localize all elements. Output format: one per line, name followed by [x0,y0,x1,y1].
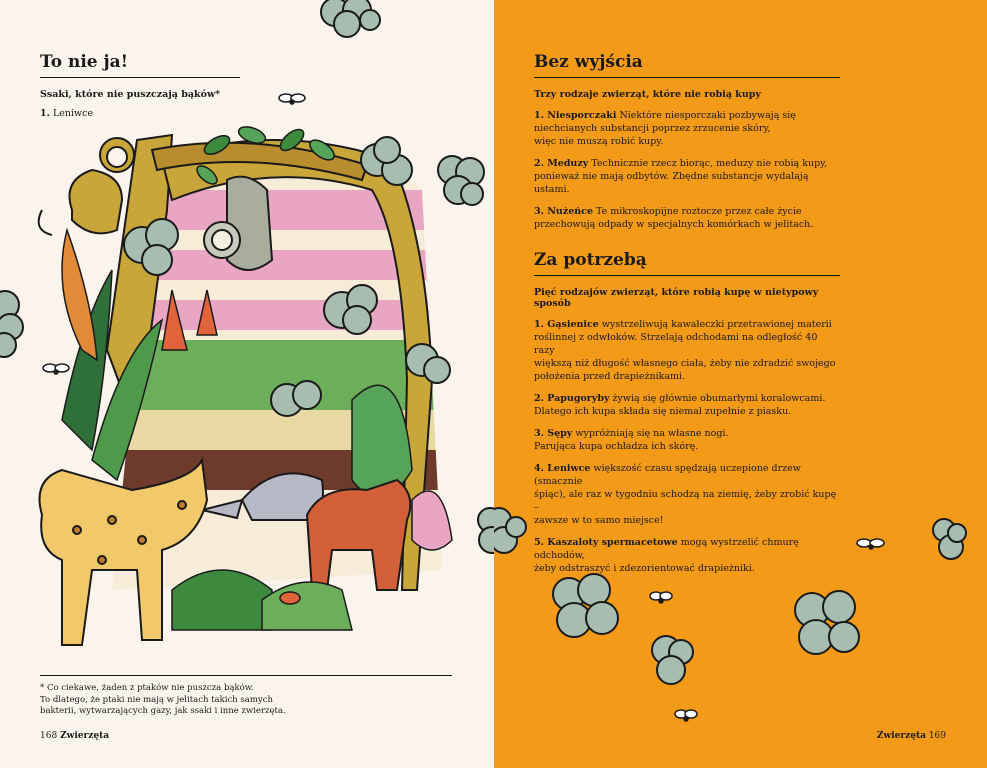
entry-number: 2. [534,393,544,404]
entry-number: 1. [534,110,544,121]
fart-cloud-icon [494,505,534,560]
entry-text: żeby odstraszyć i zdezorientować drapieżniki. [534,563,755,574]
entry-number: 3. [534,206,544,217]
section-title-bez-wyjscia: Bez wyjścia [534,52,840,78]
list-item [534,427,840,453]
footnote-line: * Co ciekawe, żaden z ptaków nie puszcza bąków. [40,683,254,693]
section-lead: Pięć rodzajów zwierząt, które robią kupę w nietypowy sposób [534,287,819,309]
page-number-right [877,731,946,741]
entry-text: Technicznie rzecz biorąc, meduzy nie robią kupy, [588,158,828,169]
item-label: Leniwce [52,108,94,119]
entry-name: Gąsienice [547,319,599,330]
list-item [534,462,840,527]
fly-icon [278,92,306,108]
fly-icon [856,537,886,553]
fart-cloud-icon [784,585,869,665]
folio-number: 169 [928,731,946,741]
entry-text: Parująca kupa ochładza ich skórę. [534,441,699,452]
list-item [534,157,840,196]
fart-cloud-icon [470,505,494,560]
page-title: To nie ja! [40,52,240,78]
entry-name: Meduzy [547,158,589,169]
footnote [40,683,340,718]
entry-text: większą niż długość własnego ciała, żeby nie zdradzić swojego [534,358,836,369]
entry-text: więc nie muszą robić kupy. [534,136,664,147]
right-page [494,0,987,768]
entry-text: większość czasu spędzają uczepione drzew (smacznie [534,463,801,487]
entry-number: 2. [534,158,544,169]
entry-text: Niektóre niesporczaki pozbywają się [616,110,796,121]
entry-text: położenia przed drapieżnikami. [534,371,686,382]
item-number: 1. [40,108,50,119]
list-item [534,392,840,418]
entry-text: Dlatego ich kupa składa się niemal zupełnie z piasku. [534,406,792,417]
entry-text: zawsze w to samo miejsce! [534,515,664,526]
fart-cloud-icon [929,515,969,565]
section-lead: Trzy rodzaje zwierząt, które nie robią kupy [534,89,761,100]
fly-icon [649,590,673,608]
entry-text: mogą wystrzelić chmurę odchodów, [534,537,799,561]
fart-cloud-icon [315,0,385,40]
entry-text: ponieważ nie mają odbytów. Zbędne substancje wydalają ustami. [534,171,809,195]
left-text-column [40,52,240,119]
entry-name: Kaszaloty spermacetowe [547,537,678,548]
fart-cloud-icon [432,150,490,212]
entry-number: 5. [534,537,544,548]
frog-icon [280,592,300,604]
entry-name: Papugoryby [547,393,610,404]
entry-text: roślinnej z odwłoków. Strzelają odchodami na odległość 40 razy [534,332,818,356]
right-text-column [534,52,840,575]
fart-cloud-icon [646,630,701,690]
monkey-icon [39,138,134,235]
entry-text: przechowują odpady w specjalnych komórkach w jelitach. [534,219,814,230]
footnote-line: To dlatego, że ptaki nie mają w jelitach takich samych [40,694,273,705]
entry-text: niechcianych substancji poprzez zrzucenie skóry, [534,123,771,134]
list-item [40,108,240,119]
footnote-line: bakterii, wytwarzających gazy, jak ssaki i inne zwierzęta. [40,706,286,716]
list-item [534,205,840,231]
entry-name: Leniwce [547,463,591,474]
entry-text: żywią się głównie obumarłymi koralowcami. [609,393,826,404]
list-item [534,536,840,575]
entry-text: Te mikroskopijne roztocze przez całe życie [593,206,802,217]
entry-number: 1. [534,319,544,330]
fly-icon [674,708,698,726]
entry-text: wystrzeliwują kawałeczki przetrawionej materii [598,319,832,330]
fart-cloud-icon [544,572,629,650]
folio-section: Zwierzęta [876,731,926,741]
page-number-left [40,731,109,741]
entry-name: Sępy [547,428,573,439]
entry-name: Niesporczaki [547,110,617,121]
list-item [534,318,840,383]
entry-number: 3. [534,428,544,439]
jungle-illustration [22,120,472,665]
folio-number: 168 [40,731,58,741]
fart-cloud-icon [0,285,30,365]
entry-number: 4. [534,463,544,474]
folio-section: Zwierzęta [60,731,110,741]
entry-text: wypróżniają się na własne nogi. [572,428,729,439]
entry-text: śpiąc), ale raz w tygodniu schodzą na ziemię, żeby zrobić kupę – [534,489,837,513]
fly-icon [42,362,70,378]
list-item [534,109,840,148]
section-title-za-potrzeba: Za potrzebą [534,250,840,276]
entry-name: Nużeńce [547,206,593,217]
subtitle: Ssaki, które nie puszczają bąków* [40,89,221,100]
footnote-divider [40,675,452,676]
